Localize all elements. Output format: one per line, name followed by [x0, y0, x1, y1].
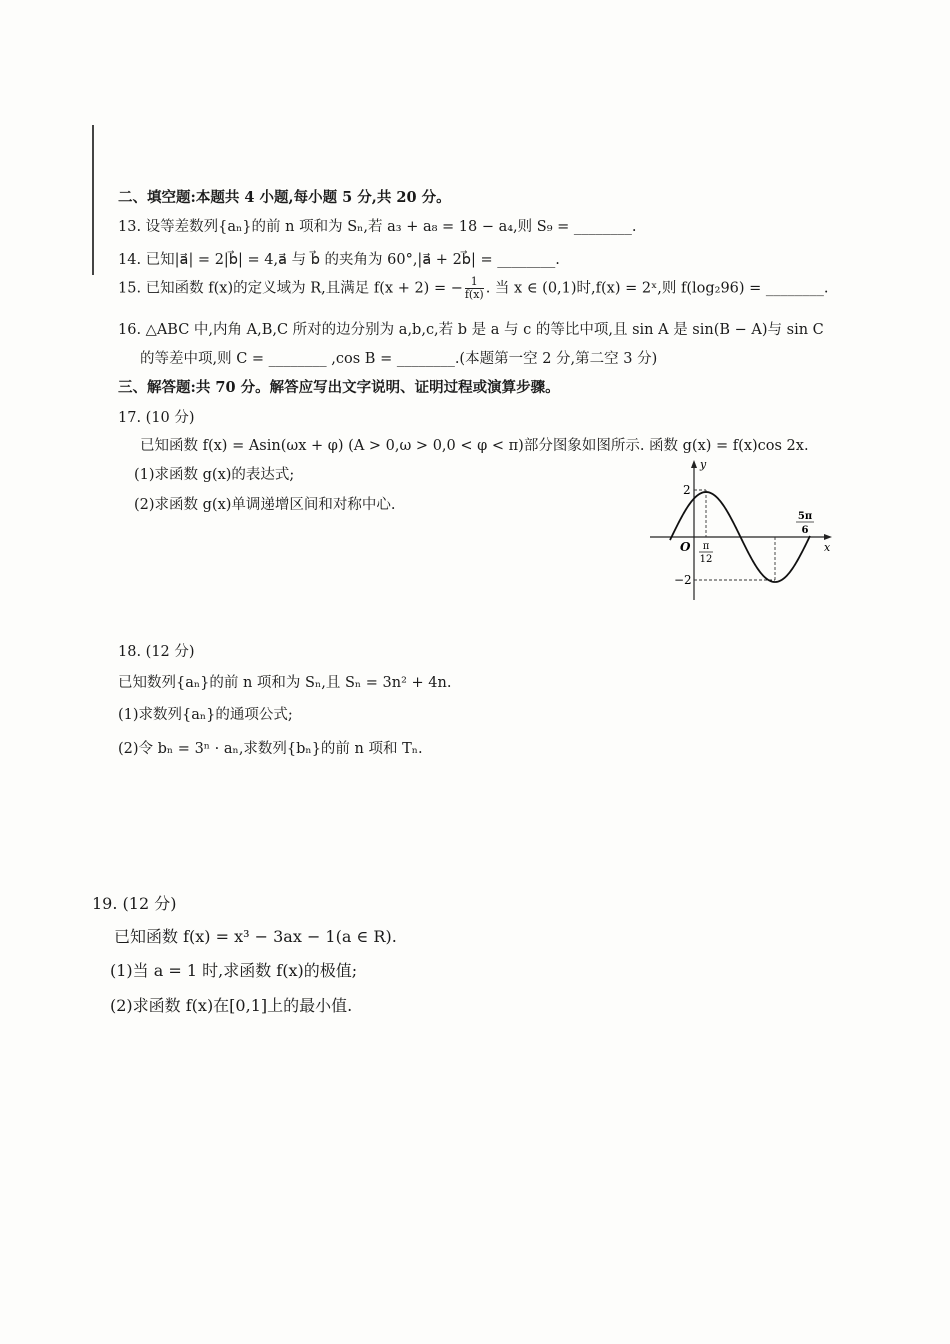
tick-5pi-6-numerator: 5π	[797, 511, 813, 522]
question-19-stem: 已知函数 f(x) = x³ − 3ax − 1(a ∈ R).	[114, 927, 397, 946]
question-13: 13. 设等差数列{aₙ}的前 n 项和为 Sₙ,若 a₃ + a₈ = 18 − a₄,则 S₉ = ________.	[118, 219, 637, 235]
margin-line	[92, 125, 94, 275]
fraction-denominator: f(x)	[464, 288, 484, 301]
question-17-part-1: (1)求函数 g(x)的表达式;	[134, 467, 295, 483]
question-17-header: 17. (10 分)	[118, 410, 195, 426]
section-3-heading: 三、解答题:共 70 分。解答应写出文字说明、证明过程或演算步骤。	[118, 379, 560, 396]
question-19-part-1: (1)当 a = 1 时,求函数 f(x)的极值;	[110, 961, 358, 980]
question-19-header: 19. (12 分)	[92, 894, 177, 913]
question-17-stem: 已知函数 f(x) = Asin(ωx + φ) (A > 0,ω > 0,0 < φ < π)部分图象如图所示. 函数 g(x) = f(x)cos 2x.	[140, 438, 809, 454]
tick-pi-12-denominator: 12	[699, 554, 713, 565]
y-axis-label: y	[700, 458, 707, 471]
origin-label: O	[680, 540, 691, 554]
question-15-text-b: . 当 x ∈ (0,1)时,f(x) = 2ˣ,则 f(log₂96) = ________.	[485, 280, 829, 297]
question-16-line-1: 16. △ABC 中,内角 A,B,C 所对的边分别为 a,b,c,若 b 是 a 与 c 的等比中项,且 sin A 是 sin(B − A)与 sin C	[118, 322, 824, 338]
x-axis-label: x	[824, 541, 831, 554]
question-18-stem: 已知数列{aₙ}的前 n 项和为 Sₙ,且 Sₙ = 3n² + 4n.	[118, 675, 452, 691]
y-max-label: 2	[683, 483, 691, 497]
question-17-part-2: (2)求函数 g(x)单调递增区间和对称中心.	[134, 497, 396, 513]
question-18-part-2: (2)令 bₙ = 3ⁿ · aₙ,求数列{bₙ}的前 n 项和 Tₙ.	[118, 741, 423, 757]
section-2-heading: 二、填空题:本题共 4 小题,每小题 5 分,共 20 分。	[118, 189, 451, 206]
question-18-header: 18. (12 分)	[118, 644, 195, 660]
tick-5pi-6-denominator: 6	[801, 525, 809, 536]
question-15	[118, 276, 829, 301]
sine-graph	[640, 455, 840, 605]
question-15-fraction	[465, 276, 484, 301]
y-axis-arrow	[691, 460, 697, 468]
question-14: 14. 已知|a⃗| = 2|b⃗| = 4,a⃗ 与 b⃗ 的夹角为 60°,|a⃗ + 2b⃗| = ________.	[118, 252, 560, 268]
question-16-line-2: 的等差中项,则 C = ________ ,cos B = ________.(本题第一空 2 分,第二空 3 分)	[140, 351, 658, 367]
tick-pi-12-numerator: π	[702, 541, 710, 552]
x-axis-arrow	[824, 534, 832, 540]
fraction-numerator: 1	[465, 276, 484, 289]
question-19-part-2: (2)求函数 f(x)在[0,1]上的最小值.	[110, 996, 353, 1015]
question-15-text-a: 15. 已知函数 f(x)的定义域为 R,且满足 f(x + 2) = −	[118, 280, 463, 297]
question-18-part-1: (1)求数列{aₙ}的通项公式;	[118, 707, 293, 723]
y-min-label: −2	[674, 573, 692, 587]
